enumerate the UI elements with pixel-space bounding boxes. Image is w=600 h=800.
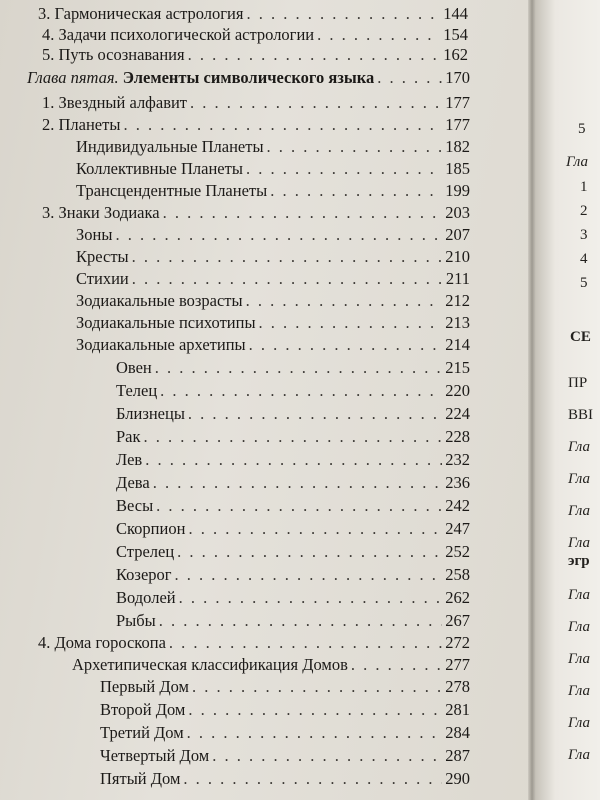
toc-entry-title: Коллективные Планеты (76, 159, 243, 178)
dot-leader (123, 115, 442, 135)
toc-entry-page: 278 (445, 677, 470, 696)
facing-fragment: 3 (580, 227, 588, 243)
toc-entry-title: Второй Дом (100, 700, 186, 719)
toc-entry-page: 228 (445, 427, 470, 446)
facing-fragment: 5 (580, 275, 588, 291)
toc-entry-title: Рыбы (116, 611, 156, 630)
toc-entry (116, 473, 470, 493)
toc-entry (116, 427, 470, 447)
toc-entry-page: 224 (445, 404, 470, 423)
toc-entry (116, 565, 470, 585)
toc-entry-page: 213 (445, 313, 470, 332)
toc-entry-page: 162 (443, 45, 468, 64)
toc-entry-title: Козерог (116, 565, 172, 584)
facing-fragment: Гла (568, 747, 590, 763)
toc-entry-page: 211 (445, 269, 470, 288)
toc-entry-title: Скорпион (116, 519, 186, 538)
toc-entry-page: 203 (445, 203, 470, 222)
toc-entry-title: 3. Гармоническая астрология (38, 4, 244, 23)
toc-entry-title: 3. Знаки Зодиака (42, 203, 160, 222)
toc-entry-title: 1. Звездный алфавит (42, 93, 188, 112)
toc-entry-title: 2. Планеты (42, 115, 121, 134)
toc-entry-page: 177 (445, 115, 470, 134)
toc-entry (76, 269, 470, 289)
dot-leader (144, 427, 443, 447)
toc-entry (38, 4, 468, 24)
toc-entry-page: 182 (445, 137, 470, 156)
facing-fragment: эгр (568, 553, 590, 569)
toc-entry-page: 242 (445, 496, 470, 515)
dot-leader (246, 4, 440, 24)
toc-entry-page: 212 (445, 291, 470, 310)
dot-leader (188, 45, 441, 65)
dot-leader (145, 450, 442, 470)
toc-entry (42, 93, 470, 113)
toc-entry-page: 199 (445, 181, 470, 200)
dot-leader (187, 723, 443, 743)
facing-fragment: Гла (568, 683, 590, 699)
dot-leader (153, 473, 443, 493)
toc-entry-title: Овен (116, 358, 152, 377)
toc-entry (116, 381, 470, 401)
facing-fragment: Гла (568, 619, 590, 635)
toc-entry-title: Телец (116, 381, 158, 400)
dot-leader (163, 203, 443, 223)
dot-leader (115, 225, 442, 245)
toc-entry (76, 335, 470, 355)
toc-entry (100, 769, 470, 789)
toc-entry-page: 214 (445, 335, 470, 354)
toc-entry-page: 207 (445, 225, 470, 244)
facing-fragment: Гла (568, 715, 590, 731)
facing-fragment: ВВІ (568, 407, 594, 423)
dot-leader (192, 677, 442, 697)
facing-fragment: ПР (568, 375, 588, 391)
facing-fragment: Гла (568, 503, 590, 519)
dot-leader (249, 335, 443, 355)
toc-entry-title: Лев (116, 450, 143, 469)
dot-leader (132, 269, 443, 289)
toc-entry (100, 723, 470, 743)
toc-entry-page: 232 (445, 450, 470, 469)
toc-entry-title: 4. Дома гороскопа (38, 633, 166, 652)
dot-leader (175, 565, 443, 585)
toc-entry-title: Трансцендентные Планеты (76, 181, 268, 200)
toc-entry-page: 284 (445, 723, 470, 742)
dot-leader (212, 746, 442, 766)
dot-leader (246, 291, 443, 311)
toc-entry-page: 220 (445, 381, 470, 400)
dot-leader (351, 655, 442, 675)
facing-fragment: Гла (568, 471, 590, 487)
toc-entry (76, 137, 470, 157)
toc-entry (42, 203, 470, 223)
toc-entry (76, 181, 470, 201)
facing-page (536, 0, 600, 800)
toc-entry (116, 611, 470, 631)
toc-entry-page: 281 (445, 700, 470, 719)
toc-entry (42, 115, 470, 135)
dot-leader (155, 358, 442, 378)
facing-fragment: Гла (568, 535, 590, 551)
dot-leader (267, 137, 443, 157)
dot-leader (159, 611, 443, 631)
toc-entry-title: Близнецы (116, 404, 185, 423)
toc-entry (42, 45, 468, 65)
facing-fragment: Гла (566, 154, 588, 170)
toc-entry-title: Пятый Дом (100, 769, 181, 788)
dot-leader (177, 542, 442, 562)
toc-entry (100, 746, 470, 766)
facing-fragment: Гла (568, 651, 590, 667)
dot-leader (160, 381, 442, 401)
toc-entry-page: 247 (445, 519, 470, 538)
toc-entry-title: 5. Путь осознавания (42, 45, 185, 64)
toc-entry-page: 185 (445, 159, 470, 178)
dot-leader (179, 588, 443, 608)
toc-entry-title: Архетипическая классификация Домов (72, 655, 348, 674)
toc-entry-page: 170 (445, 68, 470, 87)
toc-entry-page: 272 (445, 633, 470, 652)
toc-entry-page: 154 (443, 25, 468, 44)
dot-leader (377, 68, 442, 88)
dot-leader (169, 633, 442, 653)
chapter-name: Элементы символического языка (122, 68, 375, 87)
dot-leader (188, 404, 442, 424)
chapter-number: Глава пятая. (27, 68, 119, 87)
facing-fragment: Гла (568, 587, 590, 603)
toc-entry-page: 287 (445, 746, 470, 765)
toc-entry-title: Зодиакальные архетипы (76, 335, 246, 354)
facing-fragment: 4 (580, 251, 588, 267)
dot-leader (156, 496, 442, 516)
dot-leader (183, 769, 442, 789)
dot-leader (188, 700, 442, 720)
toc-entry (76, 247, 470, 267)
toc-entry (116, 404, 470, 424)
toc-entry-title: 4. Задачи психологической астрологии (42, 25, 315, 44)
dot-leader (190, 93, 442, 113)
toc-chapter-heading (27, 68, 470, 88)
dot-leader (259, 313, 443, 333)
toc-entry-title: Весы (116, 496, 154, 515)
toc-entry-title: Зодиакальные психотипы (76, 313, 256, 332)
facing-fragment: СЕ (570, 329, 591, 345)
toc-entry (116, 588, 470, 608)
toc-entry-page: 267 (445, 611, 470, 630)
facing-fragment: 5 (578, 121, 586, 137)
toc-entry (116, 519, 470, 539)
toc-entry-page: 277 (445, 655, 470, 674)
toc-entry (116, 496, 470, 516)
toc-entry-title: Рак (116, 427, 141, 446)
facing-fragment: 2 (580, 203, 588, 219)
toc-entry (76, 225, 470, 245)
toc-entry-page: 177 (445, 93, 470, 112)
toc-entry-title: Дева (116, 473, 150, 492)
toc-entry (76, 313, 470, 333)
toc-entry-title: Индивидуальные Планеты (76, 137, 264, 156)
dot-leader (270, 181, 442, 201)
toc-entry (116, 542, 470, 562)
toc-entry-title: Стихии (76, 269, 129, 288)
dot-leader (246, 159, 442, 179)
toc-entry-title: Зодиакальные возрасты (76, 291, 243, 310)
toc-entry (76, 291, 470, 311)
toc-entry-title: Зоны (76, 225, 113, 244)
chapter-title (27, 68, 374, 88)
toc-entry (38, 633, 470, 653)
toc-entry (72, 655, 470, 675)
toc-entry-title: Водолей (116, 588, 176, 607)
toc-entry-title: Стрелец (116, 542, 175, 561)
facing-fragment: Гла (568, 439, 590, 455)
toc-entry-title: Кресты (76, 247, 129, 266)
toc-entry-page: 262 (445, 588, 470, 607)
toc-entry-page: 290 (445, 769, 470, 788)
toc-entry-title: Первый Дом (100, 677, 189, 696)
toc-entry (116, 450, 470, 470)
facing-fragment: 1 (580, 179, 588, 195)
toc-entry-page: 236 (445, 473, 470, 492)
toc-entry-page: 215 (445, 358, 470, 377)
dot-leader (132, 247, 443, 267)
toc-entry-page: 210 (445, 247, 470, 266)
toc-entry-page: 258 (445, 565, 470, 584)
dot-leader (317, 25, 440, 45)
toc-entry (116, 358, 470, 378)
toc-entry-title: Третий Дом (100, 723, 184, 742)
dot-leader (188, 519, 442, 539)
toc-entry (100, 700, 470, 720)
toc-entry (76, 159, 470, 179)
toc-entry (100, 677, 470, 697)
toc-entry-page: 252 (445, 542, 470, 561)
toc-entry-title: Четвертый Дом (100, 746, 210, 765)
toc-entry-page: 144 (443, 4, 468, 23)
toc-entry (42, 25, 468, 45)
